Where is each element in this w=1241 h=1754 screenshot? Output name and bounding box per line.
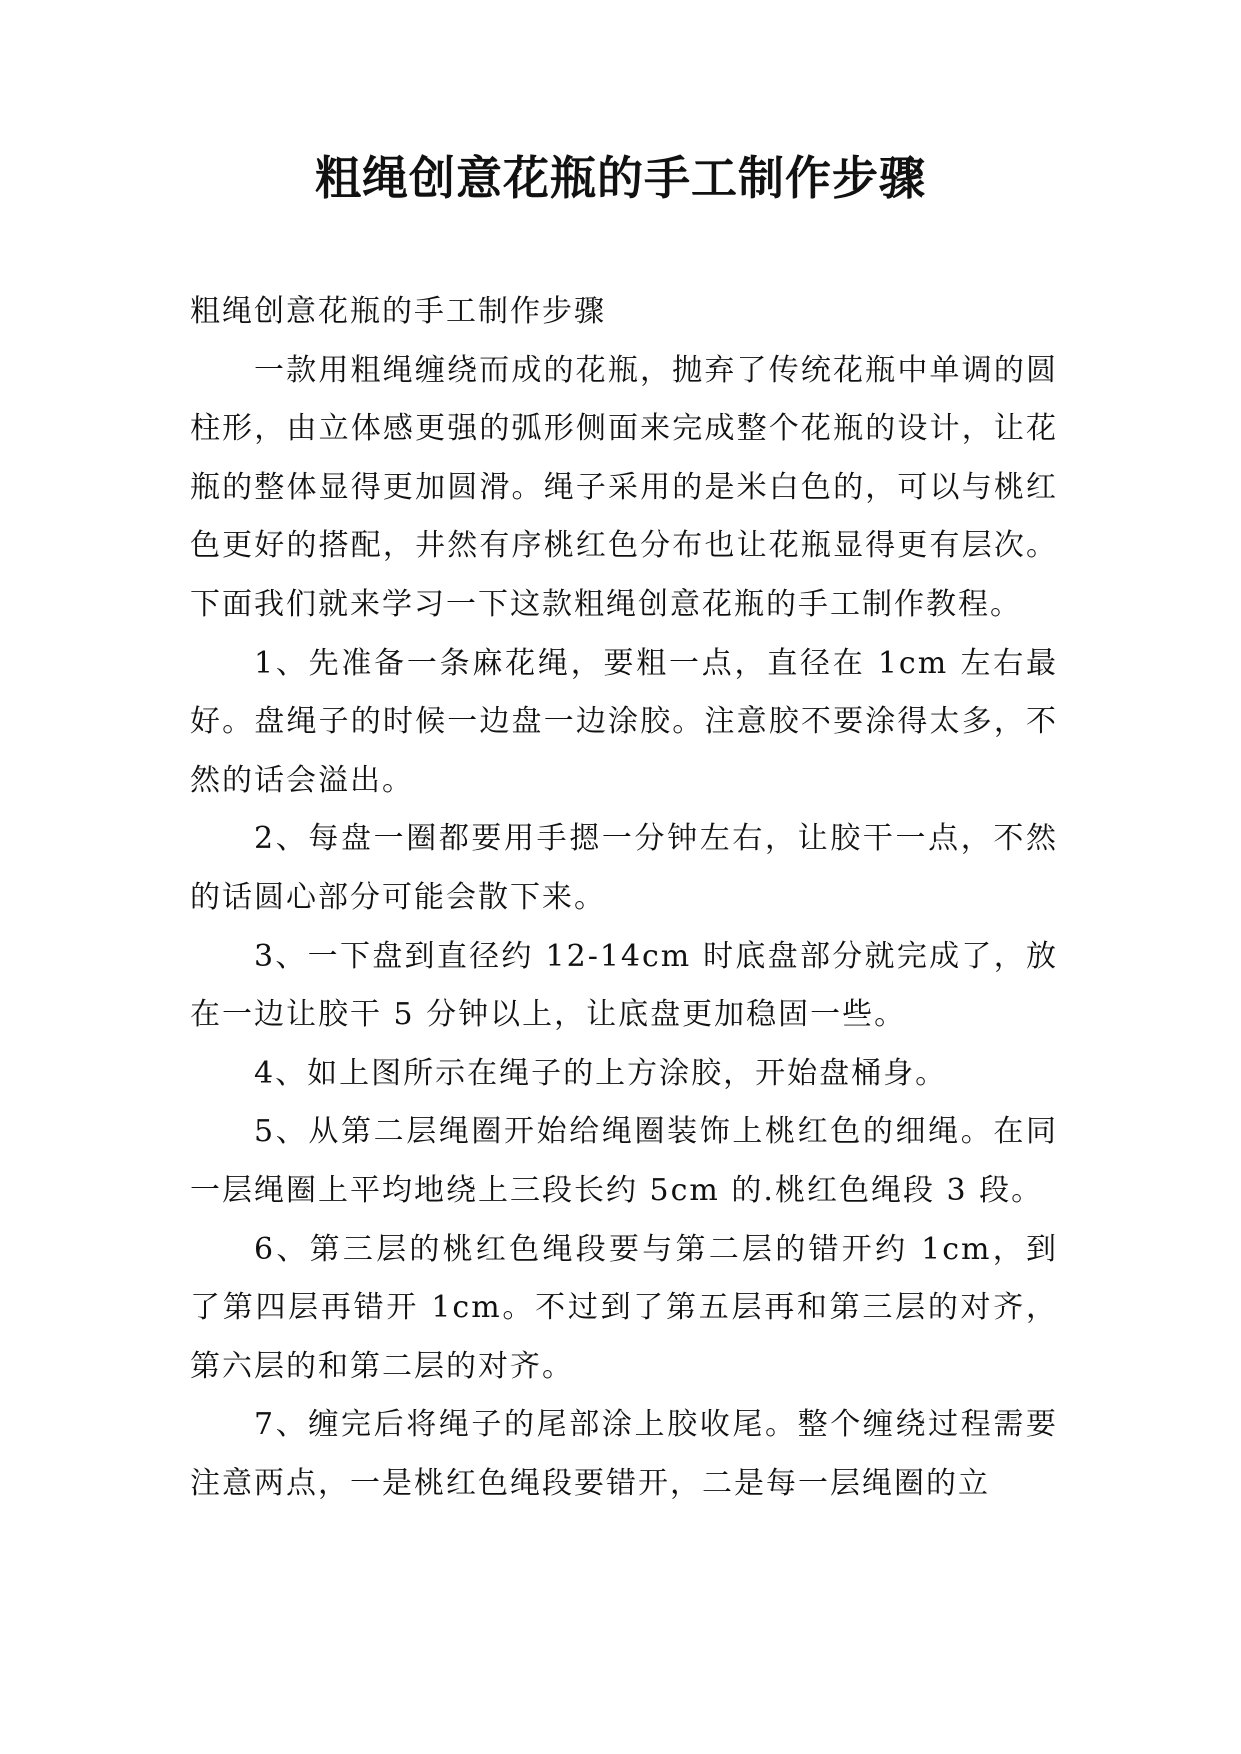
paragraph-step-1: 1、先准备一条麻花绳，要粗一点，直径在 1cm 左右最好。盘绳子的时候一边盘一边涂胶。注意胶不要涂得太多，不然的话会溢出。 [190, 645, 1058, 798]
paragraph-intro: 一款用粗绳缠绕而成的花瓶，抛弃了传统花瓶中单调的圆柱形，由立体感更强的弧形侧面来完成整个花瓶的设计，让花瓶的整体显得更加圆滑。绳子采用的是米白色的，可以与桃红色更好的搭配，井然有序桃红色分布也让花瓶显得更有层次。下面我们就来学习一下这款粗绳创意花瓶的手工制作教程。 [190, 352, 1058, 622]
document-body [190, 283, 1058, 1513]
document-title: 粗绳创意花瓶的手工制作步骤 [315, 151, 926, 205]
paragraph-step-7: 7、缠完后将绳子的尾部涂上胶收尾。整个缠绕过程需要注意两点，一是桃红色绳段要错开，二是每一层绳圈的立 [190, 1407, 1058, 1501]
paragraph-step-4: 4、如上图所示在绳子的上方涂胶，开始盘桶身。 [254, 1055, 948, 1091]
paragraph-step-5: 5、从第二层绳圈开始给绳圈装饰上桃红色的细绳。在同一层绳圈上平均地绕上三段长约 5cm 的.桃红色绳段 3 段。 [190, 1114, 1058, 1208]
paragraph-step-6: 6、第三层的桃红色绳段要与第二层的错开约 1cm，到了第四层再错开 1cm。不过到了第五层再和第三层的对齐，第六层的和第二层的对齐。 [190, 1231, 1058, 1384]
paragraph-step-3: 3、一下盘到直径约 12-14cm 时底盘部分就完成了，放在一边让胶干 5 分钟以上，让底盘更加稳固一些。 [190, 938, 1058, 1033]
body-subtitle: 粗绳创意花瓶的手工制作步骤 [190, 294, 606, 329]
paragraph-step-2: 2、每盘一圈都要用手摁一分钟左右，让胶干一点，不然的话圆心部分可能会散下来。 [190, 821, 1058, 915]
